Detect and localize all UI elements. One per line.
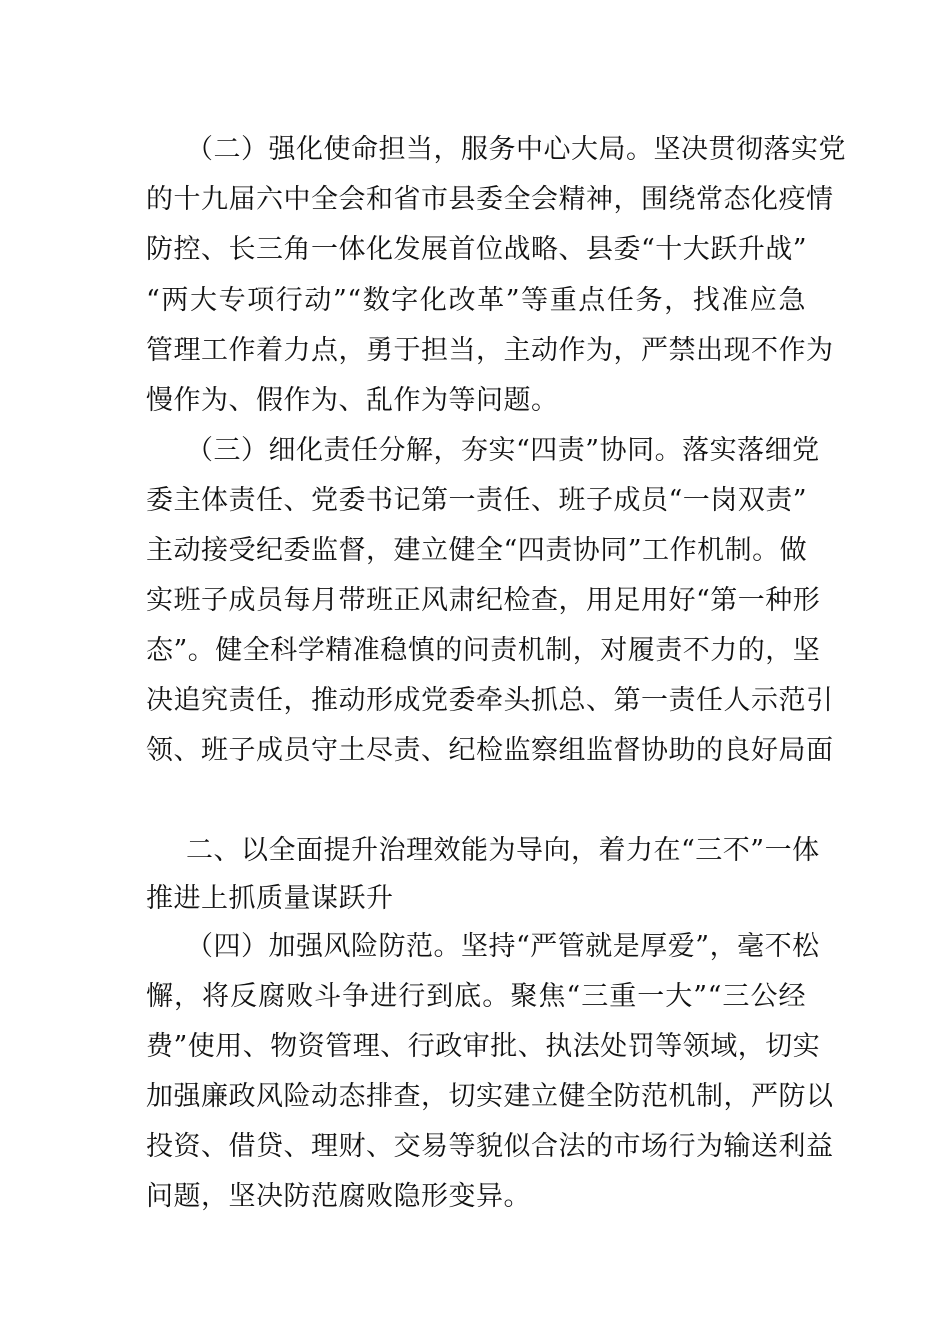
text-line: （四）加强风险防范。坚持“严管就是厚爱”，毫不松 bbox=[186, 931, 820, 962]
text-line: 投资、借贷、理财、交易等貌似合法的市场行为输送利益 bbox=[146, 1131, 834, 1162]
heading-line: 推进上抓质量谋跃升 bbox=[146, 883, 394, 914]
text-line: （三）细化责任分解，夯实“四责”协同。落实落细党 bbox=[186, 435, 820, 466]
heading-line: 二、以全面提升治理效能为导向，着力在“三不”一体 bbox=[186, 835, 820, 866]
text-line: 慢作为、假作为、乱作为等问题。 bbox=[146, 385, 559, 416]
text-line: 的十九届六中全会和省市县委全会精神，围绕常态化疫情 bbox=[146, 184, 834, 215]
text-line: 委主体责任、党委书记第一责任、班子成员“一岗双责” bbox=[146, 485, 808, 516]
text-line: 懈，将反腐败斗争进行到底。聚焦“三重一大”“三公经 bbox=[146, 981, 806, 1012]
text-line: 态”。健全科学精准稳慎的问责机制，对履责不力的，坚 bbox=[146, 635, 821, 666]
text-line: 管理工作着力点，勇于担当，主动作为，严禁出现不作为 bbox=[146, 335, 834, 366]
text-line: 问题，坚决防范腐败隐形变异。 bbox=[146, 1181, 531, 1212]
text-line: 费”使用、物资管理、行政审批、执法处罚等领域，切实 bbox=[146, 1031, 821, 1062]
text-line: 决追究责任，推动形成党委牵头抓总、第一责任人示范引 bbox=[146, 685, 834, 716]
text-line: 防控、长三角一体化发展首位战略、县委“十大跃升战” bbox=[146, 234, 808, 265]
text-line: 实班子成员每月带班正风肃纪检查，用足用好“第一种形 bbox=[146, 585, 821, 616]
text-line: （二）强化使命担当，服务中心大局。坚决贯彻落实党 bbox=[186, 134, 846, 165]
text-line: “两大专项行动”“数字化改革”等重点任务，找准应急 bbox=[146, 285, 806, 316]
text-line: 主动接受纪委监督，建立健全“四责协同”工作机制。做 bbox=[146, 535, 808, 566]
text-line: 领、班子成员守土尽责、纪检监察组监督协助的良好局面 bbox=[146, 735, 834, 766]
text-line: 加强廉政风险动态排查，切实建立健全防范机制，严防以 bbox=[146, 1081, 834, 1112]
